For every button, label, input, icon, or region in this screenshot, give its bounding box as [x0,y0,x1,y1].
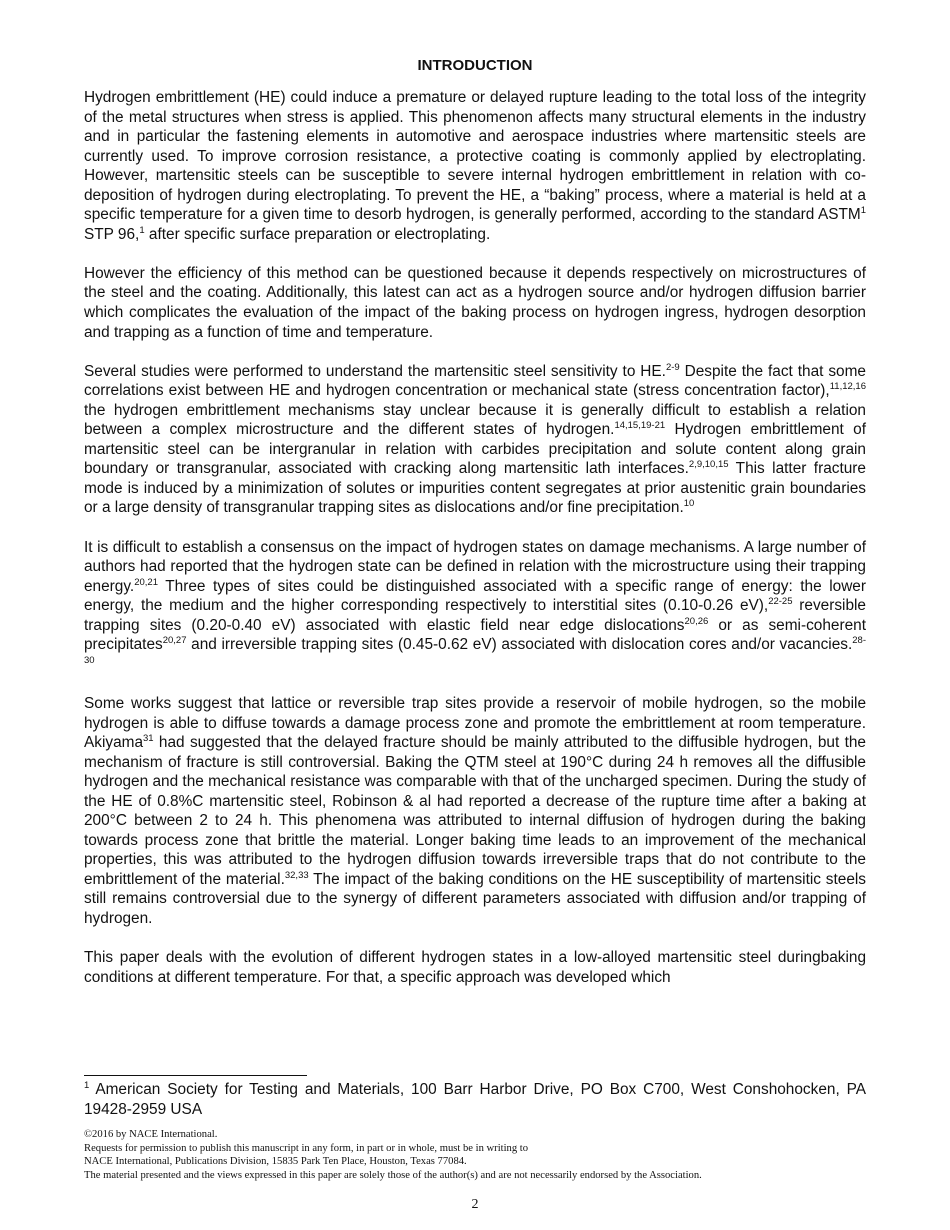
citation-superscript: 2,9,10,15 [688,459,729,471]
citation-superscript: 31 [143,733,154,745]
paragraph-text: had suggested that the delayed fracture should be mainly attributed to the diffusible hydrogen, but the mechanism of fracture is still controversial. Baking the QTM steel at 190°C during 24 h removes all the diffusible hydrogen and the mechanical resistance was comparable with that of the uncharged specimen. During the study of the HE of 0.8%C martensitic steel, Robinson & al had reported a decrease of the rupture time after a baking at 200°C between 2 to 24 h. This phenomena was attributed to internal diffusion of hydrogen during the baking towards process zone that brittle the material. Longer baking time leads to an improvement of the mechanical properties, this was attributed to the hydrogen diffusion towards irreversible traps that do not contribute to the embrittlement of the material. [84,734,866,888]
paragraph-text: It is difficult to establish a consensus on the impact of hydrogen states on damage mechanisms. A large number of authors had reported that the hydrogen state can be defined in relation with the microstructure using their trapping energy. [84,538,866,595]
paragraph [84,264,866,342]
footnote [84,1080,866,1119]
citation-superscript: 20,21 [134,576,158,588]
paragraph-text: STP 96, [84,225,140,243]
footnote-marker: 1 [84,1080,90,1091]
citation-superscript: 11,12,16 [829,381,866,393]
citation-superscript: 20,27 [162,635,187,647]
citation-superscript: 14,15,19-21 [614,420,666,432]
citation-superscript: 1 [860,205,866,217]
paragraph-text: and irreversible trapping sites (0.45-0.62 eV) associated with dislocation cores and/or vacancies. [186,636,853,654]
footnote-divider [84,1075,307,1076]
section-heading: INTRODUCTION [417,57,533,74]
paragraph [84,948,866,987]
citation-superscript: 1 [139,224,145,236]
paragraph-text: Hydrogen embrittlement of martensitic steel can be intergranular in relation with carbides precipitation and solute content along grain boundary or transgranular, associated with cracking along martensitic lath interfaces. [84,421,866,478]
citation-superscript: 2-9 [665,361,680,373]
citation-superscript: 32,33 [284,869,309,881]
copyright-footer [84,1128,884,1182]
paragraph-text: The impact of the baking conditions on the HE susceptibility of martensitic steels still remains controversial due to the synergy of different parameters associated with diffusion and/or trapping of hydrogen. [84,870,866,927]
paragraph-text: However the efficiency of this method can be questioned because it depends respectively on microstructures of the steel and the coating. Additionally, this latest can act as a hydrogen source and/or hydrogen diffusion barrier which complicates the evaluation of the impact of the baking process on hydrogen ingress, hydrogen desorption and trapping as a function of time and temperature. [84,264,866,341]
paragraph [84,88,866,244]
paragraph-text: Three types of sites could be distinguished associated with a specific range of energy: the lower energy, the medium and the higher corresponding respectively to interstitial sites (0.10-0.26 eV), [84,577,866,615]
paragraph-text: Hydrogen embrittlement (HE) could induce a premature or delayed rupture leading to the total loss of the integrity of the metal structures when stress is applied. This phenomenon affects many structural elements in the industry and in particular the fastening elements in automotive and aerospace industries where martensitic steels are currently used. To improve corrosion resistance, a protective coating is commonly applied by electroplating. However, martensitic steels can be susceptible to severe internal hydrogen embrittlement in relation with co-deposition of hydrogen during electroplating. To prevent the HE, a “baking” process, where a material is held at a specific temperature for a given time to desorb hydrogen, is generally performed, according to the standard ASTM [84,89,866,224]
paragraph [84,694,866,929]
body-text [84,88,866,1007]
page-number: 2 [471,1197,479,1212]
citation-superscript: 22-25 [768,596,793,608]
paragraph-text: This paper deals with the evolution of different hydrogen states in a low-alloyed martensitic steel duringbaking conditions at different temperature. For that, a specific approach was developed which [84,949,866,986]
paragraph-text: Despite the fact that some correlations exist between HE and hydrogen concentration or mechanical state (stress concentration factor), [84,362,866,400]
paragraph-text: after specific surface preparation or electroplating. [144,225,491,243]
paragraph-text: This latter fracture mode is induced by a minimization of solutes or impurities content segregates at prior austenitic grain boundaries or a large density of transgranular trapping sites as dislocations and/or fine precipitation. [84,460,866,517]
paragraph [84,362,866,518]
footer-line: The material presented and the views expressed in this paper are solely those of the author(s) and are not necessarily endorsed by the Association. [84,1169,702,1181]
citation-superscript: 28-30 [84,635,866,666]
paragraph-text: Several studies were performed to understand the martensitic steel sensitivity to HE. [84,362,666,380]
paragraph-text: reversible trapping sites (0.20-0.40 eV) associated with elastic field near edge dislocations [84,597,866,634]
footer-line: NACE International, Publications Division, 15835 Park Ten Place, Houston, Texas 77084. [84,1156,467,1168]
paragraph-text: or as semi-coherent precipitates [84,616,866,654]
footer-line: ©2016 by NACE International. [84,1129,218,1140]
paragraph [84,538,866,675]
footer-line: Requests for permission to publish this manuscript in any form, in part or in whole, must be in writing to [84,1142,529,1154]
citation-superscript: 10 [683,498,695,510]
paragraph-text: Some works suggest that lattice or reversible trap sites provide a reservoir of mobile hydrogen, so the mobile hydrogen is able to diffuse towards a damage process zone and promote the embrittlement at room temperature. Akiyama [84,694,866,752]
citation-superscript: 20,26 [684,615,709,627]
footnote-text: American Society for Testing and Materials, 100 Barr Harbor Drive, PO Box C700, West Conshohocken, PA 19428-2959 USA [84,1081,866,1118]
paragraph-text: the hydrogen embrittlement mechanisms stay unclear because it is generally difficult to establish a relation between a complex microstructure and the different states of hydrogen. [84,401,866,439]
